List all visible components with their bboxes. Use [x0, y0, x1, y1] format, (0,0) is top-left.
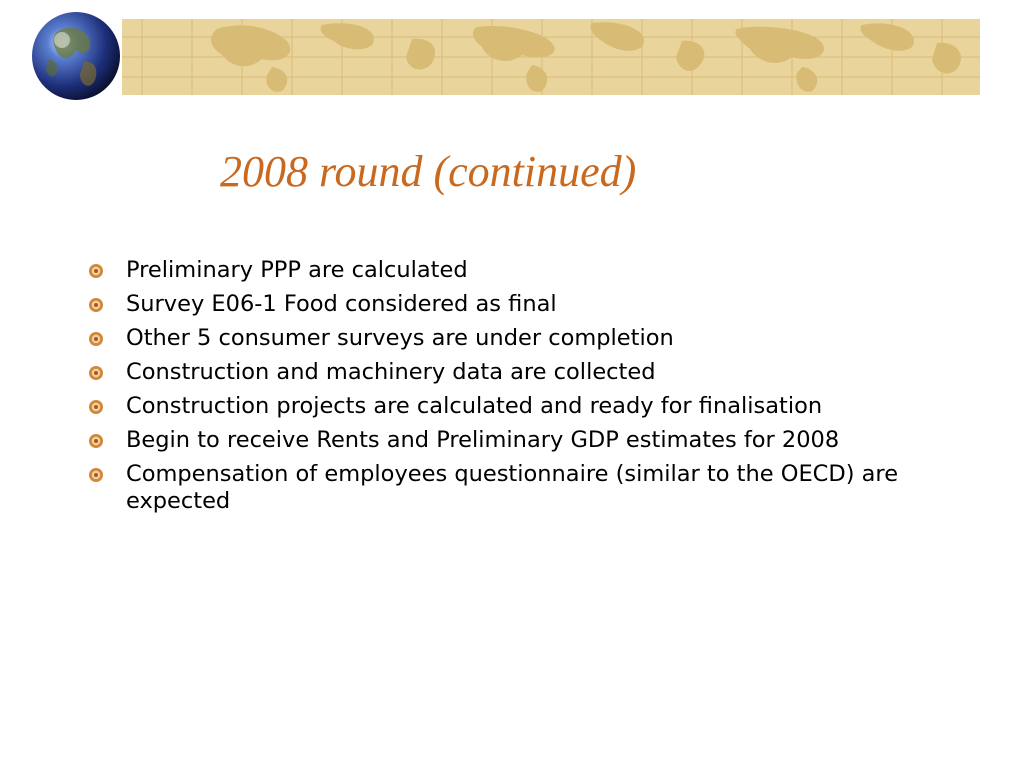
- list-item: [88, 325, 968, 352]
- globe-icon: [30, 10, 122, 102]
- bullet-text: Construction and machinery data are collected: [126, 359, 656, 385]
- bullet-text: Construction projects are calculated and ready for finalisation: [126, 393, 823, 419]
- bullet-text: Other 5 consumer surveys are under completion: [126, 325, 674, 351]
- list-item: [88, 427, 968, 454]
- list-item: [88, 257, 968, 284]
- bullet-list: [88, 257, 968, 522]
- list-item: [88, 291, 968, 318]
- slide-title: 2008 round (continued): [220, 147, 637, 196]
- bullet-circle-icon: [88, 365, 104, 381]
- list-item: [88, 461, 968, 515]
- bullet-circle-icon: [88, 399, 104, 415]
- bullet-text: Begin to receive Rents and Preliminary GDP estimates for 2008: [126, 427, 840, 453]
- bullet-circle-icon: [88, 297, 104, 313]
- world-map-pattern: [122, 19, 980, 95]
- bullet-text: Survey E06-1 Food considered as final: [126, 291, 557, 317]
- list-item: [88, 359, 968, 386]
- bullet-circle-icon: [88, 433, 104, 449]
- list-item: [88, 393, 968, 420]
- bullet-circle-icon: [88, 331, 104, 347]
- bullet-circle-icon: [88, 263, 104, 279]
- bullet-circle-icon: [88, 467, 104, 483]
- bullet-text: Preliminary PPP are calculated: [126, 257, 468, 283]
- header-map-banner: [122, 19, 980, 95]
- bullet-text: Compensation of employees questionnaire (similar to the OECD) are expected: [126, 461, 899, 514]
